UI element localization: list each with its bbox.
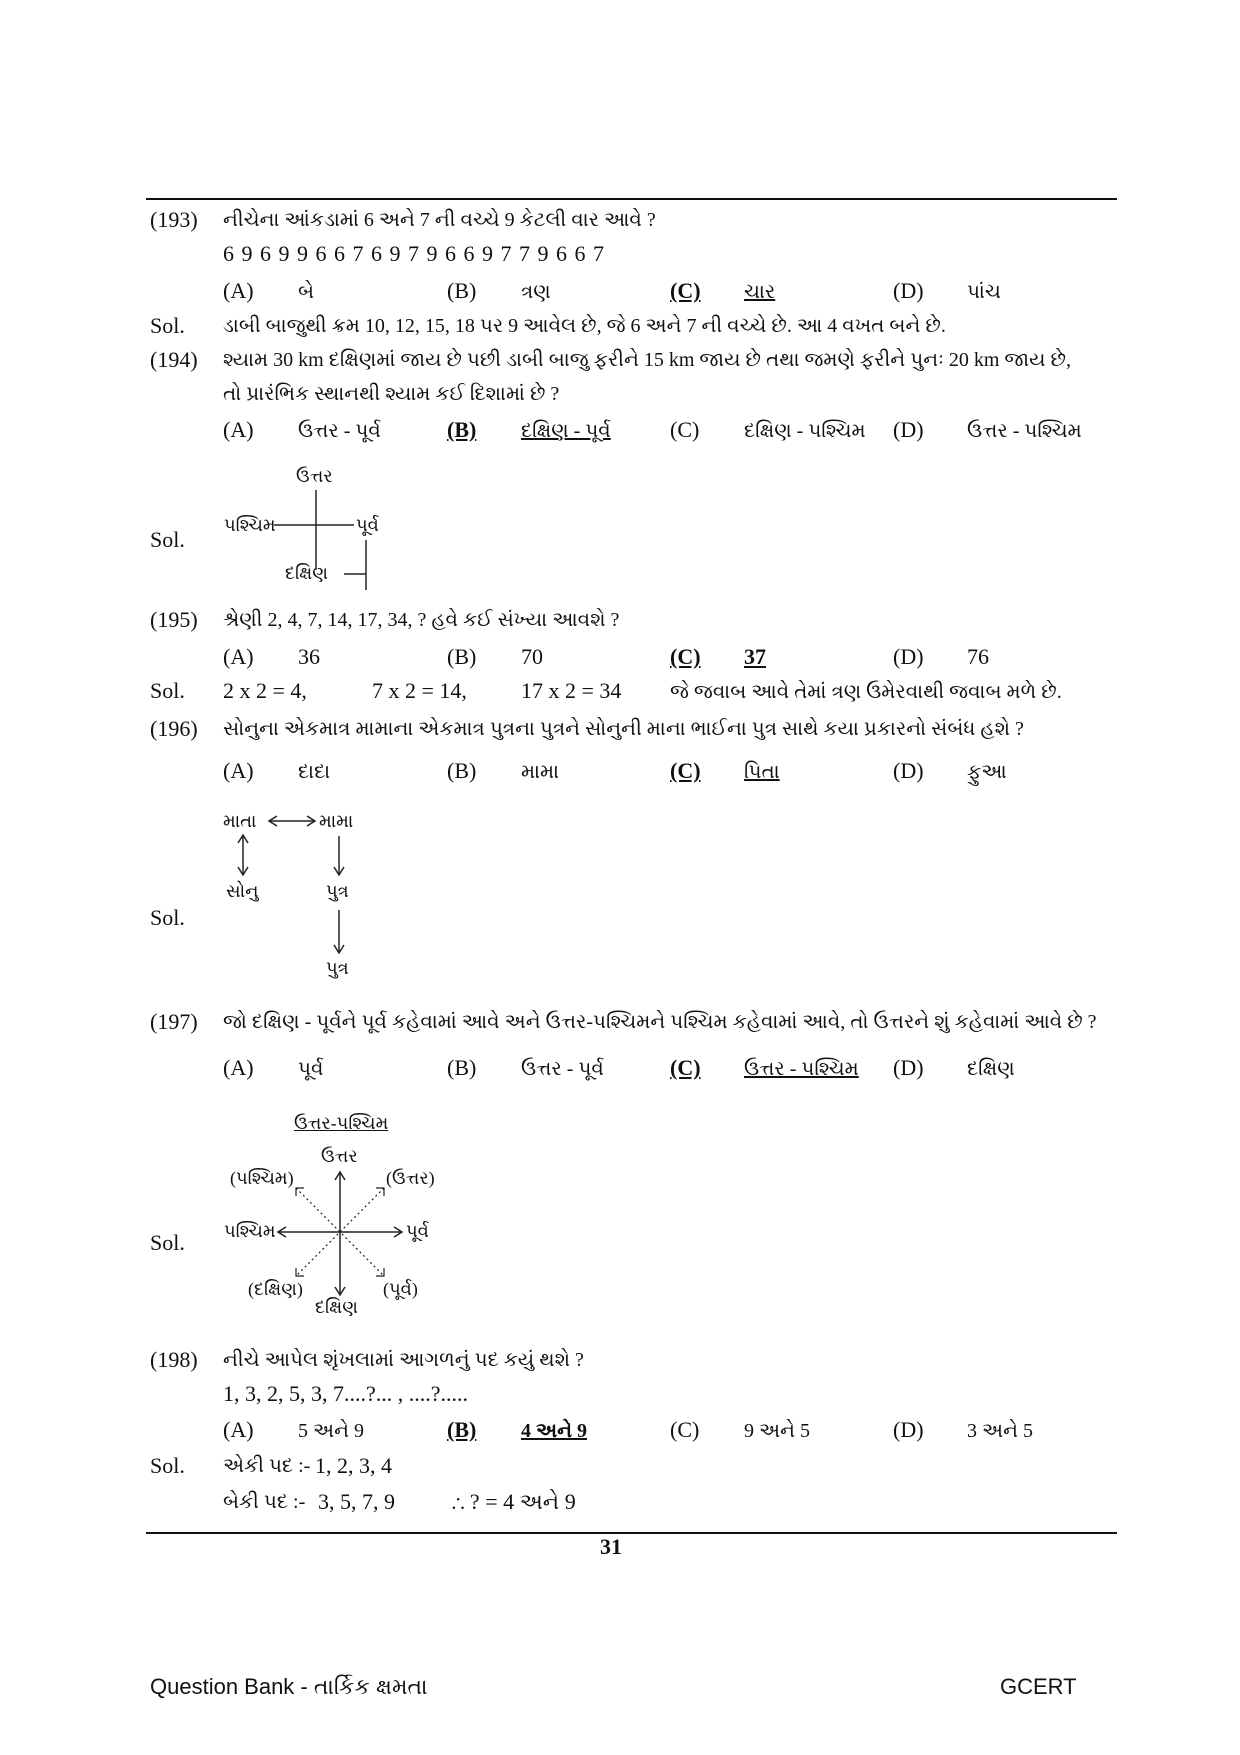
number-series: 1, 3, 2, 5, 3, 7....?... , ....?..... bbox=[223, 1381, 469, 1406]
question-number: (196) bbox=[150, 716, 198, 741]
option-b-label: (B) bbox=[447, 1055, 477, 1080]
option-c-label: (C) bbox=[670, 278, 701, 303]
question-text-line1: શ્યામ 30 km દક્ષિણમાં જાય છે પછી ડાબી બાજુ ફરીને 15 km જાય છે તથા જમણે ફરીને પુનઃ 20 km જાય છે, bbox=[223, 349, 1071, 371]
option-a-text: દાદા bbox=[298, 761, 331, 783]
solution-label: Sol. bbox=[150, 1230, 185, 1255]
option-d-label: (D) bbox=[893, 417, 924, 442]
answer-label: ઉત્તર-પશ્ચિમ bbox=[294, 1113, 389, 1133]
option-a-text: બે bbox=[298, 281, 315, 303]
option-c-text: ઉત્તર - પશ્ચિમ bbox=[744, 1058, 859, 1080]
option-c-text: ચાર bbox=[744, 281, 776, 303]
option-b-text: ઉત્તર - પૂર્વ bbox=[521, 1058, 604, 1080]
southwest-label: (દક્ષિણ) bbox=[248, 1279, 303, 1299]
option-a-text: 36 bbox=[298, 644, 320, 669]
option-d-label: (D) bbox=[893, 1417, 924, 1442]
compass-arrows bbox=[0, 0, 1, 1]
solution-part-3: 17 x 2 = 34 bbox=[521, 678, 622, 703]
number-series: 6 9 6 9 9 6 6 7 6 9 7 9 6 6 9 7 7 9 6 6 7 bbox=[223, 241, 605, 266]
option-a-label: (A) bbox=[223, 1055, 254, 1080]
question-text: નીચેના આંકડામાં 6 અને 7 ની વચ્ચે 9 કેટલી વાર આવે ? bbox=[223, 209, 656, 231]
option-a-label: (A) bbox=[223, 644, 254, 669]
odd-terms-label: એકી પદ :- bbox=[223, 1455, 311, 1477]
option-d-label: (D) bbox=[893, 1055, 924, 1080]
option-a-label: (A) bbox=[223, 1417, 254, 1442]
question-number: (193) bbox=[150, 207, 198, 232]
question-number: (194) bbox=[150, 347, 198, 372]
even-terms-label: બેકી પદ :- bbox=[223, 1491, 306, 1513]
solution-part-1: 2 x 2 = 4, bbox=[223, 678, 307, 703]
page-number: 31 bbox=[600, 1534, 622, 1559]
option-c-label: (C) bbox=[670, 1417, 700, 1442]
option-b-label: (B) bbox=[447, 644, 477, 669]
result-text: ∴ ? = 4 અને 9 bbox=[452, 1489, 576, 1514]
northwest-label: (પશ્ચિમ) bbox=[230, 1168, 294, 1188]
solution-label: Sol. bbox=[150, 313, 185, 338]
option-d-text: પાંચ bbox=[967, 281, 1001, 303]
east-label: પૂર્વ bbox=[356, 515, 379, 535]
solution-part-4: જે જવાબ આવે તેમાં ત્રણ ઉમેરવાથી જવાબ મળે છે. bbox=[670, 681, 1062, 703]
top-rule bbox=[146, 198, 1117, 200]
option-d-text: ઉત્તર - પશ્ચિમ bbox=[967, 420, 1082, 442]
option-b-text: દક્ષિણ - પૂર્વ bbox=[521, 420, 611, 442]
option-c-text: 9 અને 5 bbox=[744, 1420, 810, 1442]
west-label: પશ્ચિમ bbox=[224, 515, 276, 535]
son1-label: પુત્ર bbox=[326, 881, 349, 901]
son2-label: પુત્ર bbox=[326, 958, 349, 978]
option-d-text: દક્ષિણ bbox=[967, 1058, 1015, 1080]
mother-label: માતા bbox=[223, 811, 257, 831]
option-b-label: (B) bbox=[447, 758, 477, 783]
solution-label: Sol. bbox=[150, 678, 185, 703]
option-a-text: પૂર્વ bbox=[298, 1058, 324, 1080]
option-b-text: 4 અને 9 bbox=[521, 1420, 587, 1442]
option-d-text: ફુઆ bbox=[967, 761, 1007, 783]
option-a-text: ઉત્તર - પૂર્વ bbox=[298, 420, 381, 442]
question-number: (197) bbox=[150, 1009, 198, 1034]
option-d-label: (D) bbox=[893, 758, 924, 783]
odd-terms-value: 1, 2, 3, 4 bbox=[315, 1453, 392, 1478]
west-label: પશ્ચિમ bbox=[224, 1221, 276, 1241]
question-number: (198) bbox=[150, 1347, 198, 1372]
option-c-label: (C) bbox=[670, 1055, 701, 1080]
option-b-label: (B) bbox=[447, 1417, 477, 1442]
bottom-rule bbox=[146, 1532, 1117, 1534]
option-c-label: (C) bbox=[670, 417, 700, 442]
question-text: શ્રેણી 2, 4, 7, 14, 17, 34, ? હવે કઈ સંખ્યા આવશે ? bbox=[223, 609, 620, 631]
northeast-label: (ઉત્તર) bbox=[386, 1168, 435, 1188]
even-terms-value: 3, 5, 7, 9 bbox=[318, 1489, 395, 1514]
option-a-label: (A) bbox=[223, 278, 254, 303]
option-b-text: મામા bbox=[521, 761, 560, 783]
option-c-label: (C) bbox=[670, 644, 701, 669]
question-text-line2: તો પ્રારંભિક સ્થાનથી શ્યામ કઈ દિશામાં છે ? bbox=[223, 383, 560, 405]
option-b-text: 70 bbox=[521, 644, 543, 669]
solution-label: Sol. bbox=[150, 527, 185, 552]
option-c-text: પિતા bbox=[744, 761, 780, 783]
solution-label: Sol. bbox=[150, 905, 185, 930]
question-number: (195) bbox=[150, 607, 198, 632]
solution-text: ડાબી બાજુથી ક્રમ 10, 12, 15, 18 પર 9 આવેલ છે, જે 6 અને 7 ની વચ્ચે છે. આ 4 વખત બને છે. bbox=[223, 315, 946, 337]
option-b-label: (B) bbox=[447, 278, 477, 303]
solution-part-2: 7 x 2 = 14, bbox=[372, 678, 467, 703]
south-label: દક્ષિણ bbox=[285, 563, 328, 583]
option-d-label: (D) bbox=[893, 644, 924, 669]
question-text: સોનુના એકમાત્ર મામાના એકમાત્ર પુત્રના પુત્રને સોનુની માના ભાઈના પુત્ર સાથે કયા પ્રકારનો સંબંધ હશે ? bbox=[223, 718, 1024, 740]
south-label: દક્ષિણ bbox=[315, 1297, 358, 1317]
option-a-label: (A) bbox=[223, 417, 254, 442]
option-a-text: 5 અને 9 bbox=[298, 1420, 364, 1442]
option-c-label: (C) bbox=[670, 758, 701, 783]
southeast-label: (પૂર્વ) bbox=[383, 1279, 418, 1299]
option-d-text: 3 અને 5 bbox=[967, 1420, 1033, 1442]
uncle-label: મામા bbox=[319, 811, 354, 831]
east-label: પૂર્વ bbox=[406, 1221, 429, 1241]
option-d-label: (D) bbox=[893, 278, 924, 303]
option-a-label: (A) bbox=[223, 758, 254, 783]
north-label: ઉત્તર bbox=[296, 466, 333, 486]
question-text: જો દક્ષિણ - પૂર્વને પૂર્વ કહેવામાં આવે અને ઉત્તર-પશ્ચિમને પશ્ચિમ કહેવામાં આવે, તો ઉત્તરને શું કહેવામાં આવે છે ? bbox=[223, 1011, 1097, 1033]
option-d-text: 76 bbox=[967, 644, 989, 669]
option-b-text: ત્રણ bbox=[521, 281, 551, 303]
north-label: ઉત્તર bbox=[321, 1146, 358, 1166]
footer-left: Question Bank - તાર્કિક ક્ષમતા bbox=[150, 1674, 428, 1699]
option-c-text: દક્ષિણ - પશ્ચિમ bbox=[744, 420, 866, 442]
sonu-label: સોનુ bbox=[226, 881, 259, 901]
solution-label: Sol. bbox=[150, 1453, 185, 1478]
option-c-text: 37 bbox=[744, 644, 766, 669]
option-b-label: (B) bbox=[447, 417, 477, 442]
question-text: નીચે આપેલ શૃંખલામાં આગળનું પદ કયું થશે ? bbox=[223, 1349, 584, 1371]
footer-right: GCERT bbox=[1000, 1674, 1077, 1699]
